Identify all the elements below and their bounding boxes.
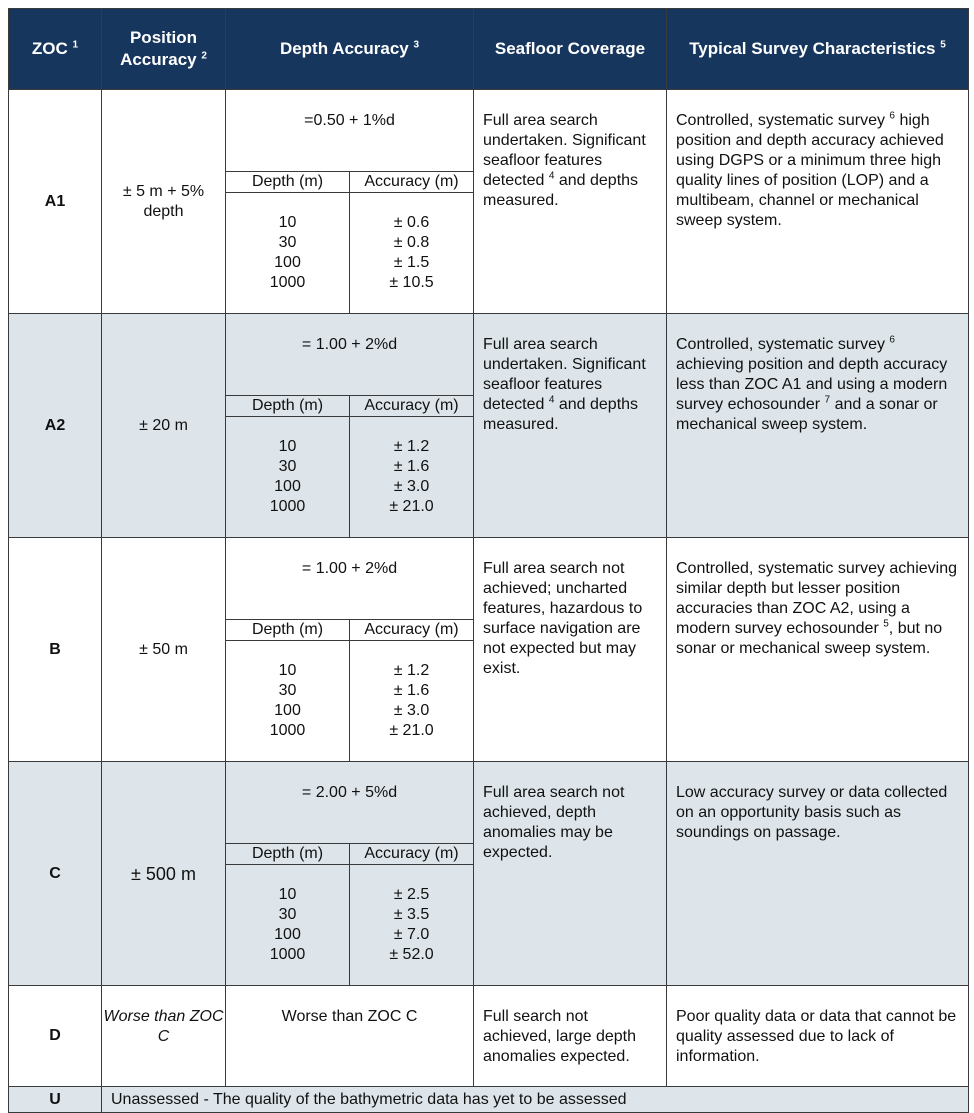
accuracy-column-header: Accuracy (m) xyxy=(350,620,474,641)
seafloor-coverage: Full search not achieved, large depth anomalies expected. xyxy=(474,986,667,1087)
position-accuracy: ± 500 m xyxy=(102,762,226,986)
position-accuracy: ± 20 m xyxy=(102,314,226,538)
zoc-label: D xyxy=(9,986,102,1087)
depth-values: 10 30 100 1000 xyxy=(226,865,350,986)
header-depth-accuracy: Depth Accuracy $^3$ xyxy=(226,9,474,90)
survey-characteristics: Controlled, systematic survey achieving similar depth but lesser position accuracies than ZOC A2, using a modern survey echosounder $^5$, but no sonar or mechanical sweep system. xyxy=(667,538,969,762)
depth-accuracy-table xyxy=(226,538,473,761)
depth-accuracy-table xyxy=(226,90,473,313)
depth-column-header: Depth (m) xyxy=(226,396,350,417)
depth-values: 10 30 100 1000 xyxy=(226,417,350,538)
seafloor-coverage: Full area search not achieved; uncharted features, hazardous to surface navigation are not expected but may exist. xyxy=(474,538,667,762)
depth-column-header: Depth (m) xyxy=(226,844,350,865)
zoc-label: A2 xyxy=(9,314,102,538)
accuracy-column-header: Accuracy (m) xyxy=(350,844,474,865)
zoc-row-u xyxy=(9,1087,969,1113)
depth-column-header: Depth (m) xyxy=(226,620,350,641)
depth-values: 10 30 100 1000 xyxy=(226,641,350,762)
header-zoc: ZOC $^1$ xyxy=(9,9,102,90)
zoc-label: A1 xyxy=(9,90,102,314)
depth-formula: = 2.00 + 5%d xyxy=(301,784,398,801)
depth-accuracy xyxy=(226,538,474,762)
survey-characteristics: Poor quality data or data that cannot be quality assessed due to lack of information. xyxy=(667,986,969,1087)
zoc-row-a2 xyxy=(9,314,969,538)
depth-values: 10 30 100 1000 xyxy=(226,193,350,314)
survey-characteristics: Low accuracy survey or data collected on an opportunity basis such as soundings on passage. xyxy=(667,762,969,986)
position-accuracy: ± 5 m + 5% depth xyxy=(102,90,226,314)
header-survey-characteristics: Typical Survey Characteristics $^5$ xyxy=(667,9,969,90)
header-seafloor-coverage: Seafloor Coverage xyxy=(474,9,667,90)
position-accuracy: ± 50 m xyxy=(102,538,226,762)
depth-accuracy-table xyxy=(226,314,473,537)
seafloor-coverage: Full area search undertaken. Significant seafloor features detected $^4$ and depths measured. xyxy=(474,314,667,538)
header-row xyxy=(9,9,969,90)
depth-accuracy-table xyxy=(226,762,473,985)
accuracy-column-header: Accuracy (m) xyxy=(350,172,474,193)
seafloor-coverage: Full area search not achieved, depth anomalies may be expected. xyxy=(474,762,667,986)
zoc-row-b xyxy=(9,538,969,762)
survey-characteristics: Controlled, systematic survey $^6$ high position and depth accuracy achieved using DGPS or a minimum three high quality lines of position (LOP) and a multibeam, channel or mechanical sweep system. xyxy=(667,90,969,314)
zoc-row-c xyxy=(9,762,969,986)
accuracy-values: ± 0.6 ± 0.8 ± 1.5 ± 10.5 xyxy=(389,214,434,291)
accuracy-values: ± 1.2 ± 1.6 ± 3.0 ± 21.0 xyxy=(389,662,434,739)
depth-accuracy: Worse than ZOC C xyxy=(226,986,474,1087)
depth-accuracy xyxy=(226,90,474,314)
unassessed-description: Unassessed - The quality of the bathymetric data has yet to be assessed xyxy=(102,1087,969,1113)
header-position-accuracy: Position Accuracy $^2$ xyxy=(102,9,226,90)
zoc-label: C xyxy=(9,762,102,986)
depth-formula: =0.50 + 1%d xyxy=(304,112,395,129)
position-accuracy: Worse than ZOC C xyxy=(102,986,226,1087)
depth-accuracy xyxy=(226,762,474,986)
zoc-label: B xyxy=(9,538,102,762)
accuracy-column-header: Accuracy (m) xyxy=(350,396,474,417)
accuracy-values: ± 2.5 ± 3.5 ± 7.0 ± 52.0 xyxy=(389,886,434,963)
depth-accuracy xyxy=(226,314,474,538)
seafloor-coverage: Full area search undertaken. Significant seafloor features detected $^4$ and depths measured. xyxy=(474,90,667,314)
zoc-table xyxy=(8,8,969,1113)
depth-formula: = 1.00 + 2%d xyxy=(301,560,398,577)
zoc-row-d xyxy=(9,986,969,1087)
zoc-row-a1 xyxy=(9,90,969,314)
depth-formula: = 1.00 + 2%d xyxy=(301,336,398,353)
depth-column-header: Depth (m) xyxy=(226,172,350,193)
survey-characteristics: Controlled, systematic survey $^6$ achieving position and depth accuracy less than ZOC A1 and using a modern survey echosounder $^7$ and a sonar or mechanical sweep system. xyxy=(667,314,969,538)
accuracy-values: ± 1.2 ± 1.6 ± 3.0 ± 21.0 xyxy=(389,438,434,515)
zoc-label: U xyxy=(9,1087,102,1113)
